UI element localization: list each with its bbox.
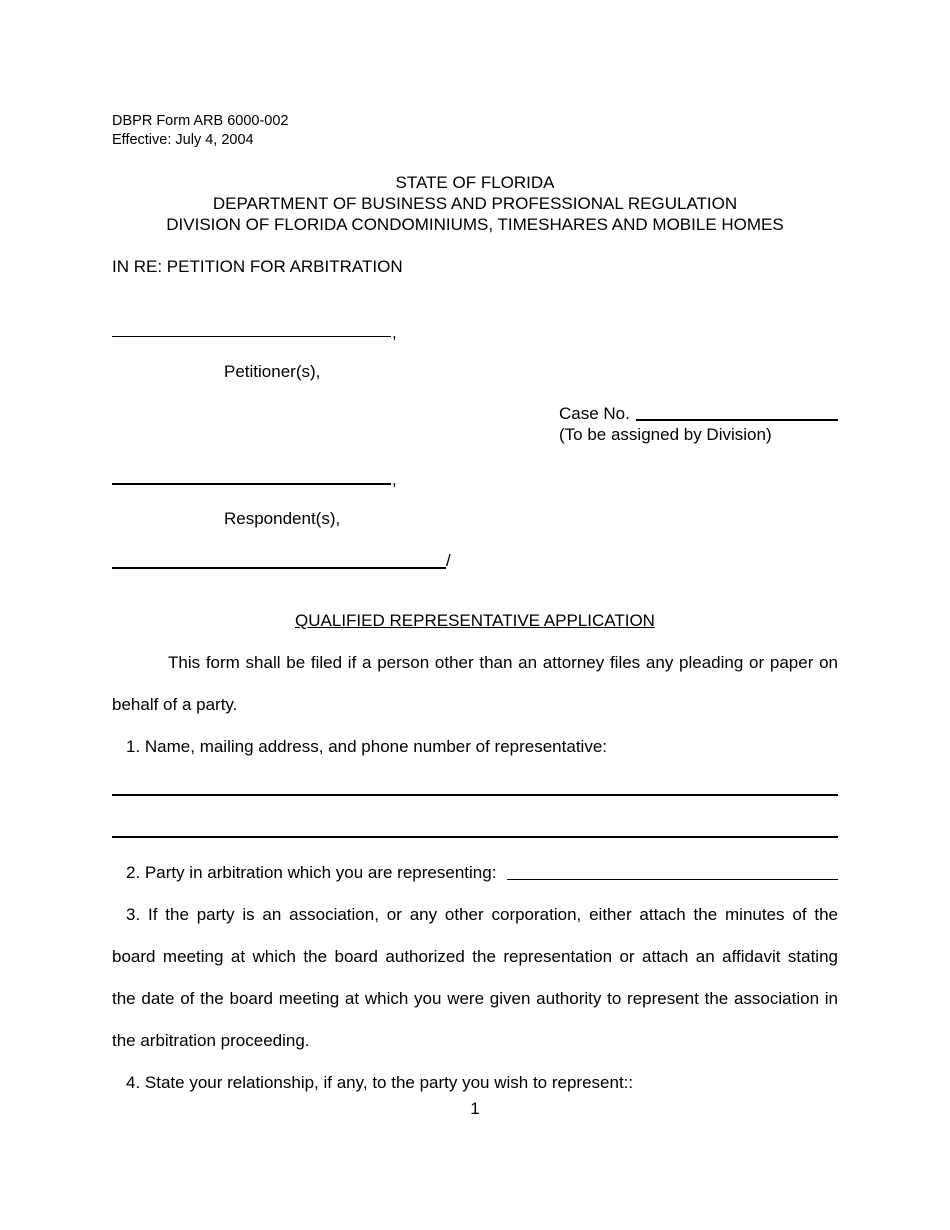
item-3-line-3: the date of the board meeting at which you were given authority to represent the association in (112, 989, 838, 1008)
respondent-name-field[interactable] (112, 483, 391, 485)
item-1-answer-line-1[interactable] (112, 794, 838, 796)
form-id: DBPR Form ARB 6000-002 (112, 113, 289, 129)
item-3-line-1: 3. If the party is an association, or any other corporation, either attach the minutes of the (126, 905, 838, 924)
caption-closing-line (112, 567, 446, 569)
agency-department: DEPARTMENT OF BUSINESS AND PROFESSIONAL REGULATION (212, 194, 738, 213)
document-title: QUALIFIED REPRESENTATIVE APPLICATION (295, 611, 655, 630)
item-1-question: 1. Name, mailing address, and phone number of representative: (126, 737, 607, 756)
agency-state: STATE OF FLORIDA (395, 173, 555, 192)
page-number: 1 (470, 1099, 480, 1118)
intro-line-1: This form shall be filed if a person other than an attorney files any pleading or paper on (168, 653, 838, 672)
item-1-answer-line-2[interactable] (112, 836, 838, 838)
petitioner-name-field[interactable] (112, 336, 391, 337)
item-4-question: 4. State your relationship, if any, to the party you wish to represent:: (126, 1073, 634, 1092)
agency-division: DIVISION OF FLORIDA CONDOMINIUMS, TIMESHARES AND MOBILE HOMES (166, 215, 784, 234)
item-2-question: 2. Party in arbitration which you are representing: (126, 863, 497, 882)
respondent-label: Respondent(s), (224, 509, 341, 528)
item-2-answer-field[interactable] (507, 879, 838, 880)
case-no-note: (To be assigned by Division) (559, 425, 772, 444)
respondent-comma: , (392, 470, 397, 489)
petitioner-comma: , (392, 323, 397, 342)
petitioner-label: Petitioner(s), (224, 362, 321, 381)
case-no-field[interactable] (636, 419, 838, 421)
item-3-line-4: the arbitration proceeding. (112, 1031, 310, 1050)
caption-slash: / (446, 551, 451, 570)
intro-line-2: behalf of a party. (112, 695, 238, 714)
in-re-heading: IN RE: PETITION FOR ARBITRATION (112, 257, 403, 276)
case-no-label: Case No. (559, 404, 630, 423)
effective-date: Effective: July 4, 2004 (112, 132, 254, 148)
item-3-line-2: board meeting at which the board authorized the representation or attach an affidavit stating (112, 947, 838, 966)
